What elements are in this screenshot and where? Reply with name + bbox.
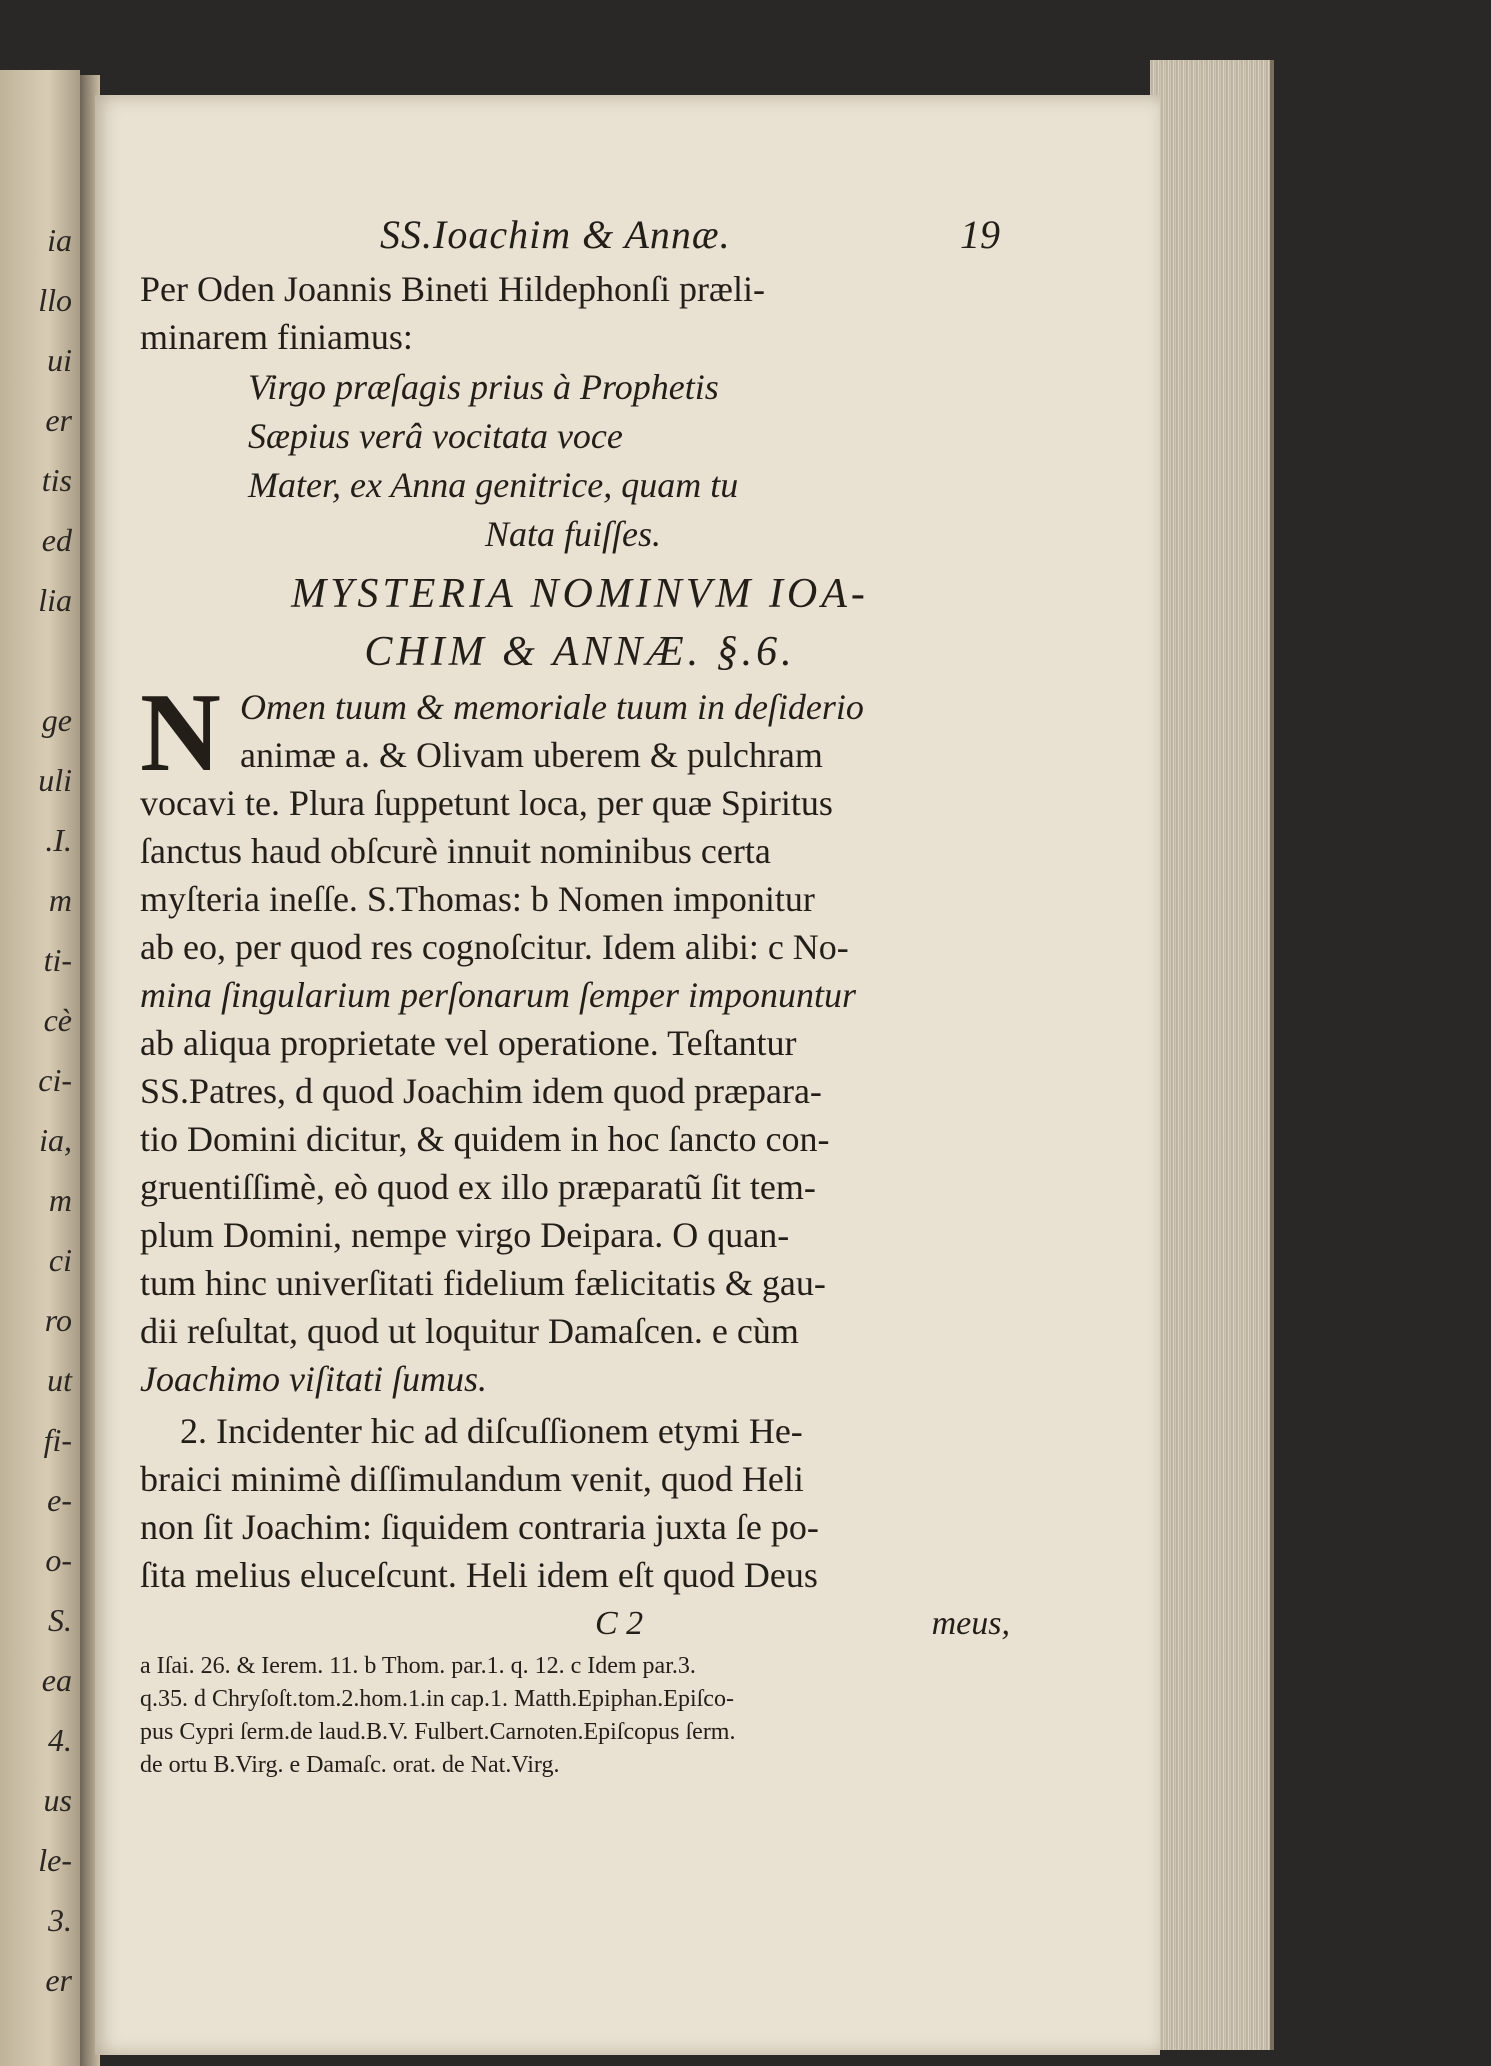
text-line: plum Domini, nempe virgo Deipara. O quan- bbox=[140, 1215, 790, 1255]
text-line: braici minimè diſſimulandum venit, quod Heli bbox=[140, 1459, 804, 1499]
footnote-line: de ortu B.Virg. e Damaſc. orat. de Nat.Virg. bbox=[140, 1752, 560, 1778]
left-fragment: ui bbox=[47, 342, 72, 378]
running-title: SS.Ioachim & Annæ. bbox=[380, 212, 731, 257]
left-fragment: le- bbox=[38, 1842, 72, 1878]
text-line: ab eo, per quod res cognoſcitur. Idem alibi: c No- bbox=[140, 927, 849, 967]
left-fragment: er bbox=[45, 1962, 72, 1998]
text-line: 2. Incidenter hic ad diſcuſſionem etymi He- bbox=[180, 1411, 803, 1451]
left-fragment: tis bbox=[41, 462, 72, 498]
left-fragment: m bbox=[48, 1182, 72, 1218]
left-page-text-fragments bbox=[0, 210, 78, 2010]
left-fragment: o- bbox=[45, 1542, 72, 1578]
text-line: Per Oden Joannis Bineti Hildephonſi præli- bbox=[140, 269, 765, 309]
verse-line: Sæpius verâ vocitata voce bbox=[248, 416, 623, 456]
verse-line: Virgo præſagis prius à Prophetis bbox=[248, 367, 719, 407]
text-line: Omen tuum & memoriale tuum in deſiderio bbox=[240, 687, 864, 727]
page-edges bbox=[1150, 60, 1274, 2050]
page-text bbox=[140, 205, 1020, 1781]
verse-line: Mater, ex Anna genitrice, quam tu bbox=[248, 465, 739, 505]
left-fragment: ti- bbox=[43, 942, 72, 978]
footnote-line: a Iſai. 26. & Ierem. 11. b Thom. par.1. q. 12. c Idem par.3. bbox=[140, 1653, 696, 1679]
text-line: minarem finiamus: bbox=[140, 317, 413, 357]
signature-line bbox=[140, 1599, 1020, 1649]
page-number: 19 bbox=[960, 212, 1000, 257]
paragraph-2 bbox=[140, 1407, 1020, 1599]
left-fragment: 4. bbox=[48, 1722, 72, 1758]
left-fragment: S. bbox=[48, 1602, 72, 1638]
left-fragment: ro bbox=[44, 1302, 72, 1338]
section-heading bbox=[140, 565, 1020, 681]
left-fragment: ci bbox=[48, 1242, 72, 1278]
catchword: meus, bbox=[931, 1605, 1010, 1642]
text-line: ſanctus haud obſcurè innuit nominibus certa bbox=[140, 831, 771, 871]
left-fragment bbox=[0, 630, 78, 690]
left-fragment: m bbox=[48, 882, 72, 918]
left-fragment: ed bbox=[41, 522, 72, 558]
left-fragment: llo bbox=[38, 282, 72, 318]
text-line: Joachimo viſitati ſumus. bbox=[140, 1359, 487, 1399]
running-header bbox=[140, 205, 1020, 265]
heading-line: CHIM & ANNÆ. §.6. bbox=[364, 629, 796, 675]
left-page bbox=[0, 70, 80, 2066]
left-fragment: ia, bbox=[39, 1122, 72, 1158]
footnote-line: q.35. d Chryſoſt.tom.2.hom.1.in cap.1. Matth.Epiphan.Epiſco- bbox=[140, 1686, 734, 1712]
text-line: SS.Patres, d quod Joachim idem quod præpara- bbox=[140, 1071, 822, 1111]
text-line: mina ſingularium perſonarum ſemper imponuntur bbox=[140, 975, 856, 1015]
left-fragment: er bbox=[45, 402, 72, 438]
verse-line: Nata fuiſſes. bbox=[485, 514, 662, 554]
left-fragment: ge bbox=[41, 702, 72, 738]
left-fragment: lia bbox=[38, 582, 72, 618]
left-fragment: ci- bbox=[38, 1062, 72, 1098]
drop-cap: N bbox=[140, 671, 221, 795]
left-fragment: .I. bbox=[45, 822, 72, 858]
left-fragment: ia bbox=[47, 222, 72, 258]
left-fragment: fi- bbox=[43, 1422, 72, 1458]
text-line: non ſit Joachim: ſiquidem contraria juxta ſe po- bbox=[140, 1507, 819, 1547]
left-fragment: ut bbox=[47, 1362, 72, 1398]
intro bbox=[140, 265, 1020, 361]
footnote-line: pus Cypri ſerm.de laud.B.V. Fulbert.Carnoten.Epiſcopus ſerm. bbox=[140, 1719, 736, 1745]
footnotes bbox=[140, 1651, 1020, 1781]
left-fragment: uli bbox=[38, 762, 72, 798]
text-line: myſteria ineſſe. S.Thomas: b Nomen imponitur bbox=[140, 879, 815, 919]
text-line: gruentiſſimè, eò quod ex illo præparatũ ſit tem- bbox=[140, 1167, 816, 1207]
left-fragment: us bbox=[43, 1782, 72, 1818]
signature-mark: C 2 bbox=[595, 1605, 644, 1642]
verse-block bbox=[140, 363, 1020, 559]
left-fragment: cè bbox=[43, 1002, 72, 1038]
text-line: dii reſultat, quod ut loquitur Damaſcen. e cùm bbox=[140, 1311, 799, 1351]
heading-line: MYSTERIA NOMINVM IOA- bbox=[291, 571, 869, 617]
left-fragment: ea bbox=[41, 1662, 72, 1698]
text-line: tum hinc univerſitati fidelium fælicitatis & gau- bbox=[140, 1263, 826, 1303]
paragraph-1 bbox=[140, 671, 1020, 1403]
left-fragment: e- bbox=[47, 1482, 72, 1518]
text-line: ſita melius eluceſcunt. Heli idem eſt quod Deus bbox=[140, 1555, 818, 1595]
text-line: tio Domini dicitur, & quidem in hoc ſancto con- bbox=[140, 1119, 830, 1159]
text-line: ab aliqua proprietate vel operatione. Teſtantur bbox=[140, 1023, 797, 1063]
text-line: vocavi te. Plura ſuppetunt loca, per quæ Spiritus bbox=[140, 783, 833, 823]
text-line: animæ a. & Olivam uberem & pulchram bbox=[240, 735, 823, 775]
left-fragment: 3. bbox=[48, 1902, 72, 1938]
